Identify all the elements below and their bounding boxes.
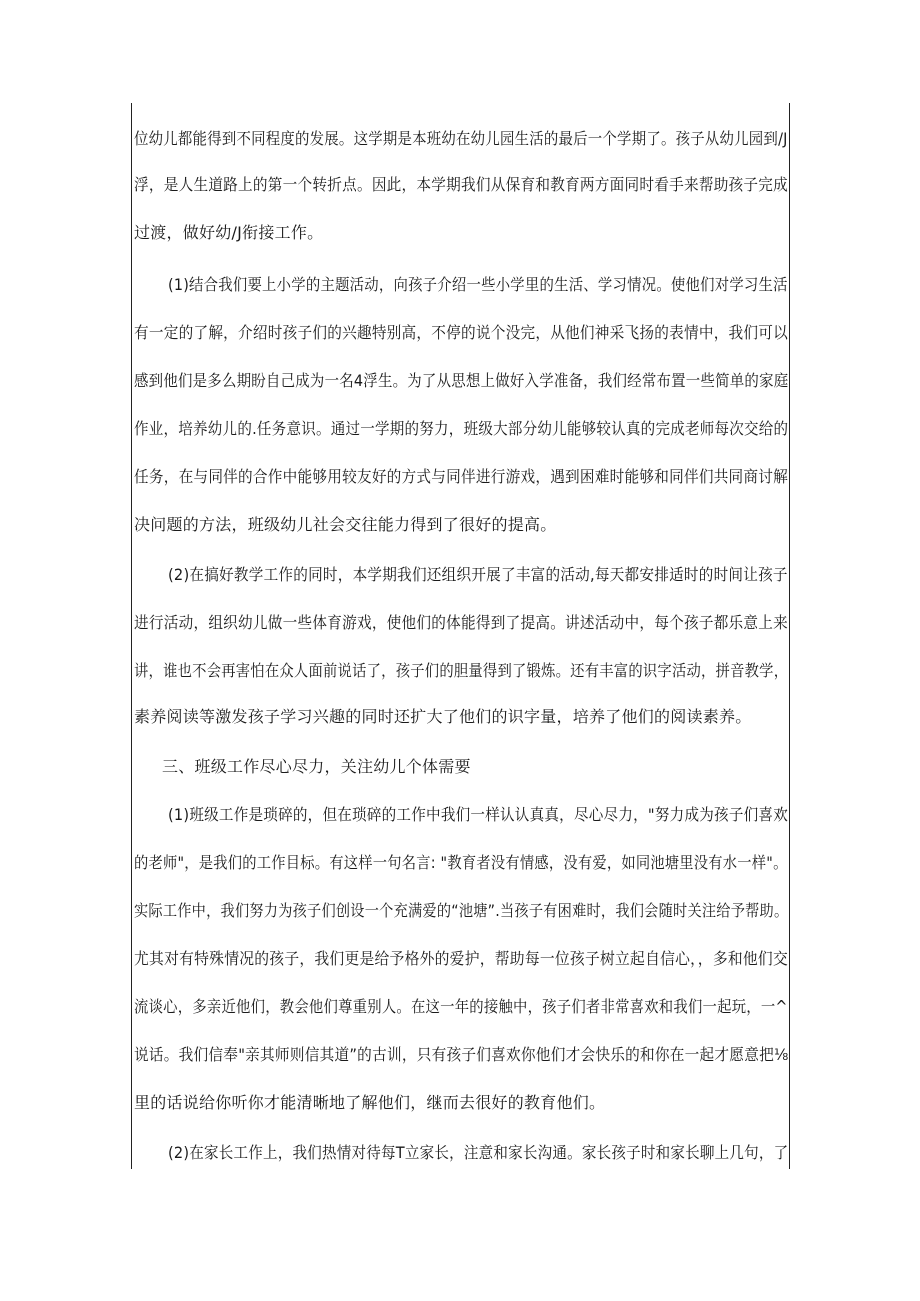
section-heading: 三、班级工作尽心尽力，关注幼儿个体需要	[162, 757, 471, 776]
paragraph-4-start: (2)在家长工作上，我们热情对待每T立家长，注意和家长沟通。家长孩子时和家长聊上几句，了	[168, 1143, 789, 1162]
text-line: 有一定的了解，介绍时孩子们的兴趣特别高，不停的说个没完，从他们神采飞扬的表情中，我们可以	[134, 323, 789, 342]
text-line: 决问题的方法，班级幼儿社会交往能力得到了很好的提高。	[134, 515, 557, 534]
text-line: 位幼儿都能得到不同程度的发展。这学期是本班幼在幼儿园生活的最后一个学期了。孩子从幼儿园到/J	[134, 129, 788, 148]
text-line: 流谈心，多亲近他们，教会他们尊重别人。在这一年的接触中，孩子们者非常喜欢和我们一起玩，一^	[134, 997, 788, 1016]
text-line: 浮，是人生道路上的第一个转折点。因此，本学期我们从保育和教育两方面同时看手来帮助孩子完成	[134, 175, 789, 194]
paragraph-3-start: (1)班级工作是琐碎的，但在琐碎的工作中我们一样认认真真，尽心尽力，"努力成为孩子们喜欢	[168, 805, 789, 824]
right-border-line	[789, 103, 790, 1169]
text-line: 说话。我们信奉"亲其师则信其道”的古训，只有孩子们喜欢你他们才会快乐的和你在一起才愿意把⅛	[134, 1045, 789, 1064]
text-line: 讲，谁也不会再害怕在众人面前说话了，孩子们的胆量得到了锻炼。还有丰富的识字活动，拼音教学，	[134, 661, 789, 680]
text-line: 作业，培养幼儿的.任务意识。通过一学期的努力，班级大部分幼儿能够较认真的完成老师每次交给的	[134, 419, 789, 438]
text-line: 尤其对有特殊情况的孩子，我们更是给予格外的爱护，帮助每一位孩子树立起自信心，，多和他们交	[134, 949, 788, 968]
text-line: 里的话说给你听你才能清晰地了解他们，继而去很好的教育他们。	[134, 1093, 606, 1112]
paragraph-2-start: (2)在搞好教学工作的同时，本学期我们还组织开展了丰富的活动,每天都安排适时的时间让孩子	[168, 565, 788, 584]
paragraph-1-start: (1)结合我们要上小学的主题活动，向孩子介绍一些小学里的生活、学习情况。使他们对学习生活	[168, 275, 788, 294]
text-line: 过渡，做好幼/J衔接工作。	[134, 223, 324, 242]
left-border-line	[131, 103, 132, 1169]
text-line: 任务，在与同伴的合作中能够用较友好的方式与同伴进行游戏，遇到困难时能够和同伴们共同商讨解	[134, 467, 789, 486]
text-line: 感到他们是多么期盼自己成为一名4浮生。为了从思想上做好入学准备，我们经常布置一些简单的家庭	[134, 371, 789, 390]
text-line: 实际工作中，我们努力为孩子们创设一个充满爱的“池塘”.当孩子有困难时，我们会随时关注给予帮助。	[134, 901, 789, 920]
text-line: 进行活动，组织幼儿做一些体育游戏，使他们的体能得到了提高。讲述活动中，每个孩子都乐意上来	[134, 613, 789, 632]
text-line: 的老师"，是我们的工作目标。有这样一句名言: "教育者没有情感，没有爱，如同池塘里没有水一样"。	[134, 853, 788, 872]
text-line: 素养阅读等激发孩子学习兴趣的同时还扩大了他们的识字量，培养了他们的阅读素养。	[134, 707, 752, 726]
